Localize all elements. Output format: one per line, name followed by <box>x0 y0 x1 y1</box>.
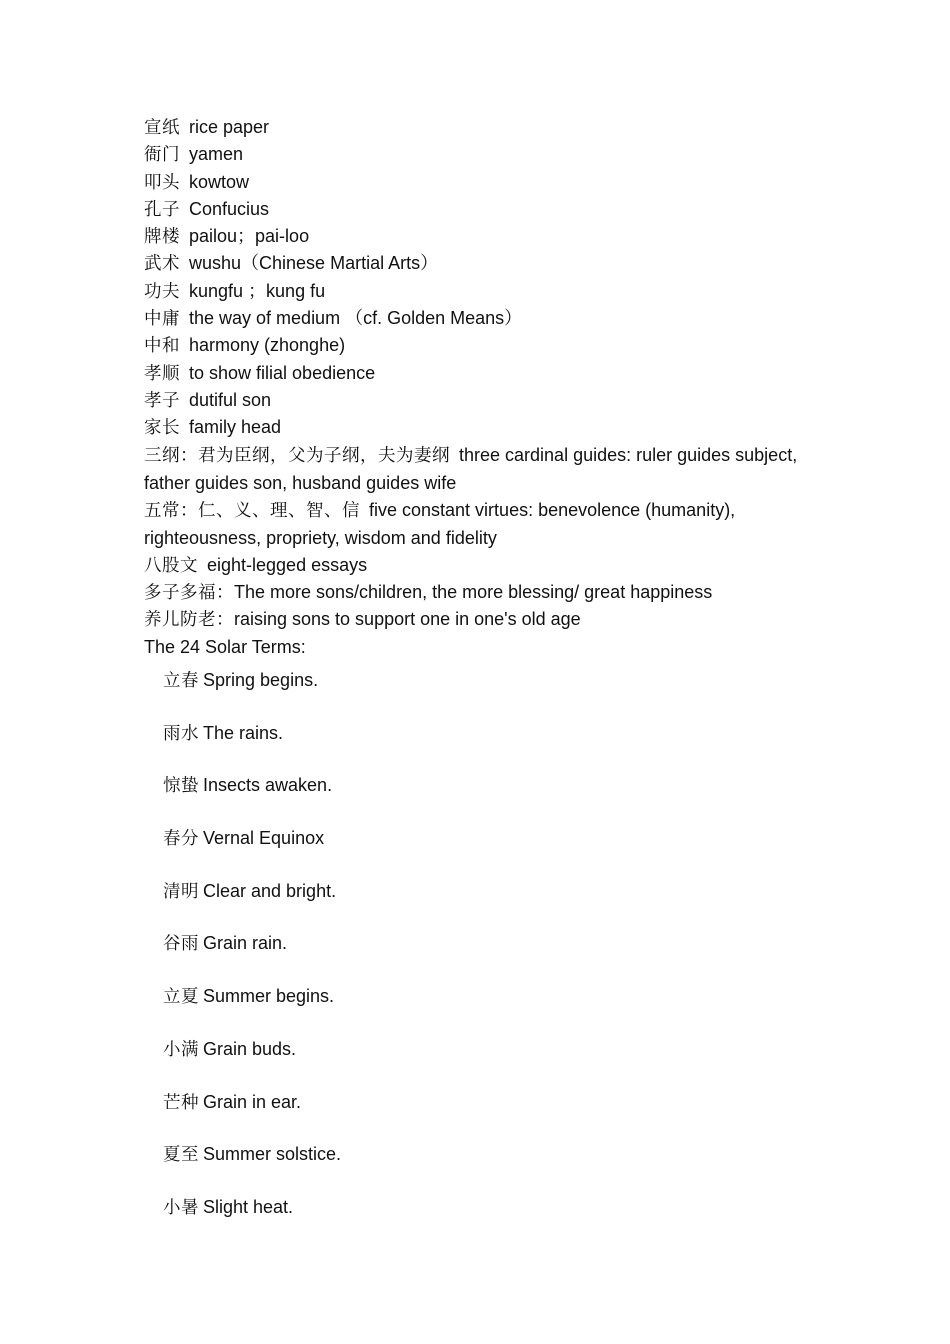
solar-term-zh: 惊蛰 <box>163 776 199 797</box>
term-en: family head <box>189 417 282 438</box>
term-zh: 三纲：君为臣纲，父为子纲，夫为妻纲 <box>144 445 450 466</box>
glossary-entry <box>144 360 834 387</box>
glossary-entry <box>144 169 834 196</box>
term-zh: 孝子 <box>144 390 180 411</box>
solar-term-en: Summer solstice. <box>203 1144 342 1165</box>
glossary-entry <box>144 305 834 332</box>
term-en: kungfu ；kung fu <box>189 280 326 301</box>
solar-term-item <box>163 720 763 773</box>
solar-term-item <box>163 1036 763 1089</box>
glossary-entry <box>144 414 834 441</box>
solar-term-zh: 立春 <box>163 671 199 691</box>
solar-term-item <box>163 1141 763 1194</box>
solar-term-zh: 雨水 <box>163 723 199 744</box>
term-en: yamen <box>189 144 244 165</box>
glossary-entry <box>144 250 834 277</box>
term-zh: 武术 <box>144 254 180 275</box>
solar-term-zh: 夏至 <box>163 1145 199 1166</box>
term-zh: 衙门 <box>144 145 180 166</box>
solar-term-item <box>163 983 763 1036</box>
term-en: five constant virtues: benevolence (humanity), righteousness, propriety, wisdom and fidelity <box>144 499 736 548</box>
term-zh: 养儿防老： <box>144 610 234 631</box>
solar-term-en: Grain rain. <box>203 933 288 954</box>
solar-term-en: Grain in ear. <box>203 1091 302 1112</box>
solar-term-item <box>163 930 763 983</box>
solar-term-zh: 小满 <box>163 1039 199 1060</box>
term-zh: 五常：仁、义、理、智、信 <box>144 500 360 521</box>
term-zh: 八股文 <box>144 555 198 576</box>
term-en: pailou；pai-loo <box>189 226 310 247</box>
term-en: harmony (zhonghe) <box>189 335 346 356</box>
glossary-entry <box>144 332 834 359</box>
solar-term-zh: 立夏 <box>163 987 199 1008</box>
solar-term-item <box>163 667 763 720</box>
term-zh: 叩头 <box>144 172 180 193</box>
glossary-entry <box>144 278 834 305</box>
term-en: kowtow <box>189 171 250 192</box>
term-zh: 多子多福： <box>144 582 234 603</box>
term-zh: 孝顺 <box>144 363 180 384</box>
solar-term-item <box>163 825 763 878</box>
term-en: the way of medium （cf. Golden Means） <box>189 308 523 329</box>
solar-term-item <box>163 1089 763 1142</box>
glossary-entry <box>144 442 834 497</box>
term-en: dutiful son <box>189 389 272 410</box>
glossary-entry <box>144 606 834 633</box>
solar-term-zh: 芒种 <box>163 1092 199 1113</box>
term-zh: 中和 <box>144 336 180 357</box>
glossary-entry <box>144 196 834 223</box>
solar-term-en: Slight heat. <box>203 1196 294 1217</box>
term-zh: 中庸 <box>144 309 180 330</box>
glossary-entry <box>144 579 834 606</box>
term-en: rice paper <box>189 117 270 137</box>
solar-term-zh: 春分 <box>163 829 199 850</box>
term-zh: 家长 <box>144 418 180 439</box>
solar-term-zh: 谷雨 <box>163 934 199 955</box>
term-en: Confucius <box>189 198 270 219</box>
term-en: raising sons to support one in one's old age <box>234 609 581 630</box>
solar-term-zh: 清明 <box>163 881 199 902</box>
solar-term-en: Summer begins. <box>203 986 335 1007</box>
solar-term-zh: 小暑 <box>163 1197 199 1218</box>
term-zh: 宣纸 <box>144 118 180 138</box>
glossary-entry <box>144 114 834 141</box>
term-zh: 功夫 <box>144 281 180 302</box>
term-en: eight-legged essays <box>207 554 368 575</box>
solar-term-en: Grain buds. <box>203 1038 297 1059</box>
solar-term-item <box>163 1194 763 1247</box>
solar-term-en: Clear and bright. <box>203 880 337 901</box>
solar-terms-list <box>163 667 763 1247</box>
glossary-list <box>144 114 834 661</box>
glossary-entry <box>144 552 834 579</box>
solar-term-item <box>163 772 763 825</box>
term-zh: 孔子 <box>144 199 180 220</box>
term-en: The more sons/children, the more blessing/ great happiness <box>234 581 713 602</box>
solar-term-item <box>163 878 763 931</box>
solar-terms-heading: The 24 Solar Terms: <box>144 637 306 658</box>
glossary-entry <box>144 497 834 552</box>
solar-term-en: The rains. <box>203 722 284 743</box>
term-en: to show filial obedience <box>189 362 376 383</box>
glossary-entry <box>144 223 834 250</box>
term-en: three cardinal guides: ruler guides subject, father guides son, husband guides wife <box>144 444 798 493</box>
solar-term-en: Vernal Equinox <box>203 828 325 849</box>
glossary-entry <box>144 387 834 414</box>
term-en: wushu（Chinese Martial Arts） <box>189 253 439 274</box>
glossary-entry <box>144 141 834 168</box>
term-zh: 牌楼 <box>144 227 180 248</box>
solar-term-en: Insects awaken. <box>203 775 333 796</box>
solar-term-en: Spring begins. <box>203 670 319 690</box>
